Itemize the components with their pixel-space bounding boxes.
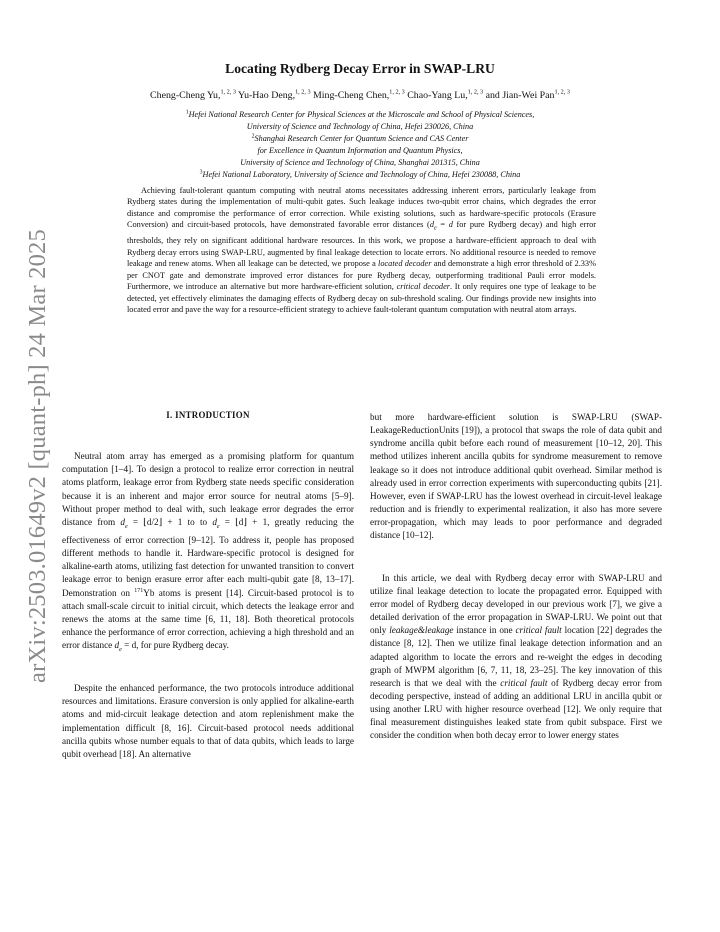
abstract-text: Achieving fault-tolerant quantum computing with neutral atoms necessitates addressing inherent errors, particularly leakage from Rydberg states during the implementation of multi-qubit gates. Such leakage induces two-qubit error chains, which degrades the error distance and compromise the performance of error correction. While existing solutions, such as hardware-specific protocols (Erasure Conversion) and circuit-based protocols, have demonstrated favorable error distances (: [127, 186, 596, 230]
math-expr: = ⌊d⌋ + 1: [219, 516, 268, 527]
math-d: d: [429, 220, 434, 230]
math-sub-e: e: [433, 226, 437, 233]
emph-located-decoder: located decoder: [378, 259, 432, 269]
body-text: instance in one: [453, 625, 516, 636]
body-paragraph: Despite the enhanced performance, the two protocols introduce additional resources and limitations. Erasure conversion is only applied for alkaline-earth atoms and mid-circuit leakage detection and atom replenishment make the implementation difficult [8, 16]. Circuit-based protocol needs additional ancilla qubits whose number equals to that of data qubits, which leads to large qubit overhead [18]. An alternative: [62, 683, 354, 759]
affiliation-2-line-3: University of Science and Technology of China, Shanghai 201315, China: [240, 157, 480, 167]
abstract: [127, 185, 596, 316]
affiliation-block: [0, 109, 720, 180]
abstract-text: . It only requires one type of leakage to be detected, yet effectively eliminates the damaging effects of Rydberg decay on sub-threshold scaling. Our findings provide new insights into located error and pave the way for a resource-efficient strategy to achieve fault-tolerant quantum computation with neutral atom arrays.: [127, 282, 597, 315]
body-text: of Rydberg decay error from decoding perspective, instead of adding an additional LRU in ancilla qubit or using another LRU with higher resource overhead [12]. We only require that final measurement distinguishes leaked state from qubit subspace. First we consider the condition when both decay error to lower energy states: [370, 677, 663, 741]
author-affil-marker: 1, 2, 3: [554, 88, 570, 96]
arxiv-id-text: arXiv:2503.01649v2 [quant-ph] 24 Mar 2025: [24, 229, 52, 683]
math-d: d: [120, 516, 125, 527]
math-sub-e: e: [119, 647, 122, 653]
math-d: d: [212, 516, 217, 527]
emph-critical-fault: critical fault: [515, 625, 562, 636]
abstract-text: =: [436, 220, 449, 230]
emph-critical-decoder: critical decoder: [396, 282, 450, 292]
affil-marker: 1: [185, 109, 189, 116]
right-column: [370, 411, 662, 743]
author: Cheng-Cheng Yu,: [150, 90, 221, 101]
author-affil-marker: 1, 2, 3: [220, 88, 236, 96]
section-heading-introduction: I. INTRODUCTION: [166, 410, 250, 420]
arxiv-identifier-stamp: [16, 229, 60, 683]
math-expr: = d,: [121, 640, 139, 651]
body-paragraph: but more hardware-efficient solution is SWAP-LRU (SWAP-LeakageReductionUnits [19]), a protocol that swaps the role of data qubit and syndrome ancilla qubit before each round of measurement [10–12, 20]. This method utilizes inherent ancilla qubits for syndrome measurement to remove leakage so it does not introduce additional qubit overhead. Similar method is already used in error correction experiments with superconducting qubits [21]. However, even if SWAP-LRU has the lowest overhead in circuit-level leakage reduction and is friendly to experimental realization, it also has more severe error-propagation, which may leads to poor performance and degraded distance [10–12].: [370, 412, 662, 541]
affil-marker: 3: [199, 168, 203, 175]
math-d: d: [114, 640, 120, 651]
paragraph-gap: [62, 657, 354, 682]
affil-marker: 2: [251, 133, 255, 140]
body-text: Yb atoms is present [14]. Circuit-based protocol is to attach small-scale circuit to initial circuit, which detects the leakage error and renews the atoms at the same time [6, 11, 18]. Both theoretical protocols enhance the performance of error correction, achieving a high threshold and an error distance: [62, 587, 355, 651]
affiliation-3-line-1: [0, 169, 720, 181]
body-paragraph: Neutral atom array has emerged as a promising platform for quantum computation [1–4]. To design a protocol to realize error correction in neutral atoms platform, leakage error from Rydberg state needs specific consideration because it is an inherent and major error source for neutral atoms [5–9]. Without proper method to deal with, such leakage error degrades the error distance from $d_e$ = ⌊d/2⌋ + 1 to to $d_e$ = ⌊d⌋ + 1, greatly reducing the effectiveness of error correction [9–12]. To address it, people has proposed different methods to handle it. Hardware-specific protocol is designed for alkaline-earth atoms, utilizing fast detection for unwanted transition to convert leakage error to benign erasure error after each multi-qubit gate [8, 13–17]. Demonstration on $^{171}$Yb atoms is present [14]. Circuit-based protocol is to attach small-scale circuit to initial circuit, which detects the leakage error and renews the atoms at the same time [6, 11, 18]. Both theoretical protocols enhance the performance of error correction, achieving a high threshold and an error distance $d_e = d$, for pure Rydberg decay.: [62, 451, 355, 653]
abstract-text: for pure Rydberg decay) and high error thresholds, they rely on significant additional hardware resources. In this work, we propose a hardware-efficient approach to deal with Rydberg decay errors using SWAP-LRU, augmented by final leakage detection to locate errors. No additional resource is needed to remove leakage and renew atoms. When all leakage can be detected, we propose a: [127, 220, 597, 269]
author-list: [0, 90, 720, 101]
author: and Jian-Wei Pan: [485, 90, 555, 101]
author-affil-marker: 1, 2, 3: [467, 88, 484, 96]
isotope-superscript: 171: [134, 587, 144, 594]
body-text: In this article, we deal with Rydberg decay error with SWAP-LRU and utilize final leakage detection to locate the propagated error. Equipped with error model of Rydberg decay developed in our previous work [7], we give a detailed derivation of the error propagation in SWAP-LRU. We point out that only: [370, 572, 662, 636]
abstract-text: and demonstrate a high error threshold of 2.33% per CNOT gate and demonstrate improved error distances for pure Rydberg decay, outperforming traditional Pauli error models. Furthermore, we introduce an alternative but more hardware-efficient solution,: [127, 259, 596, 292]
affil-text: Shanghai Research Center for Quantum Science and CAS Center: [254, 133, 469, 143]
math-sub-e: e: [124, 523, 128, 530]
author: Yu-Hao Deng,: [238, 90, 296, 101]
left-column: [62, 409, 354, 761]
affiliation-2-line-1: [0, 133, 720, 145]
affiliation-1-line-1: [0, 109, 720, 121]
math-d: d: [448, 220, 453, 230]
author-affil-marker: 1, 2, 3: [389, 88, 405, 96]
affiliation-1-line-2: University of Science and Technology of China, Hefei 230026, China: [246, 121, 474, 131]
math-expr: = ⌊d/2⌋ + 1 to: [127, 516, 200, 527]
body-text: , greatly reducing the effectiveness of error correction [9–12]. To address it, people has proposed different methods to handle it. Hardware-specific protocol is designed for alkaline-earth atoms, utilizing fast detection for unwanted transition to convert leakage error to benign erasure error after each multi-qubit gate [8, 13–17]. Demonstration on: [62, 516, 354, 598]
author: Chao-Yang Lu,: [407, 90, 468, 101]
emph-leakage-leakage: leakage&leakage: [389, 625, 454, 636]
body-text: Neutral atom array has emerged as a promising platform for quantum computation [1–4]. To design a protocol to realize error correction in neutral atoms platform, leakage error from Rydberg state needs specific consideration because it is an inherent and major error source for neutral atoms [5–9]. Without proper method to deal with, such leakage error degrades the error distance from: [62, 451, 354, 527]
math-sub-e: e: [216, 523, 220, 530]
affil-text: Hefei National Research Center for Physical Sciences at the Microscale and School of Physical Sciences,: [188, 110, 535, 119]
body-paragraph: [370, 572, 662, 743]
affil-text: Hefei National Laboratory, University of Science and Technology of China, Hefei 230088, China: [202, 169, 521, 179]
author-affil-marker: 1, 2, 3: [295, 88, 311, 96]
paper-title: Locating Rydberg Decay Error in SWAP-LRU: [225, 61, 495, 76]
affiliation-2-line-2: for Excellence in Quantum Information and Quantum Physics,: [257, 145, 463, 155]
author: Ming-Cheng Chen,: [313, 90, 390, 101]
paragraph-gap: [370, 543, 662, 572]
emph-critical-fault: critical fault: [500, 677, 548, 688]
body-text: for pure Rydberg decay.: [138, 640, 229, 651]
abstract-paragraph: [127, 185, 596, 316]
body-text: location [22] degrades the distance [8, 12]. Then we utilize final leakage detection information and an adapted algorithm to locate the errors and re-weight the edges in decoding graph of MWPM algorithm [6, 7, 11, 18, 23–25]. The key innovation of this research is that we deal with the: [370, 625, 662, 688]
